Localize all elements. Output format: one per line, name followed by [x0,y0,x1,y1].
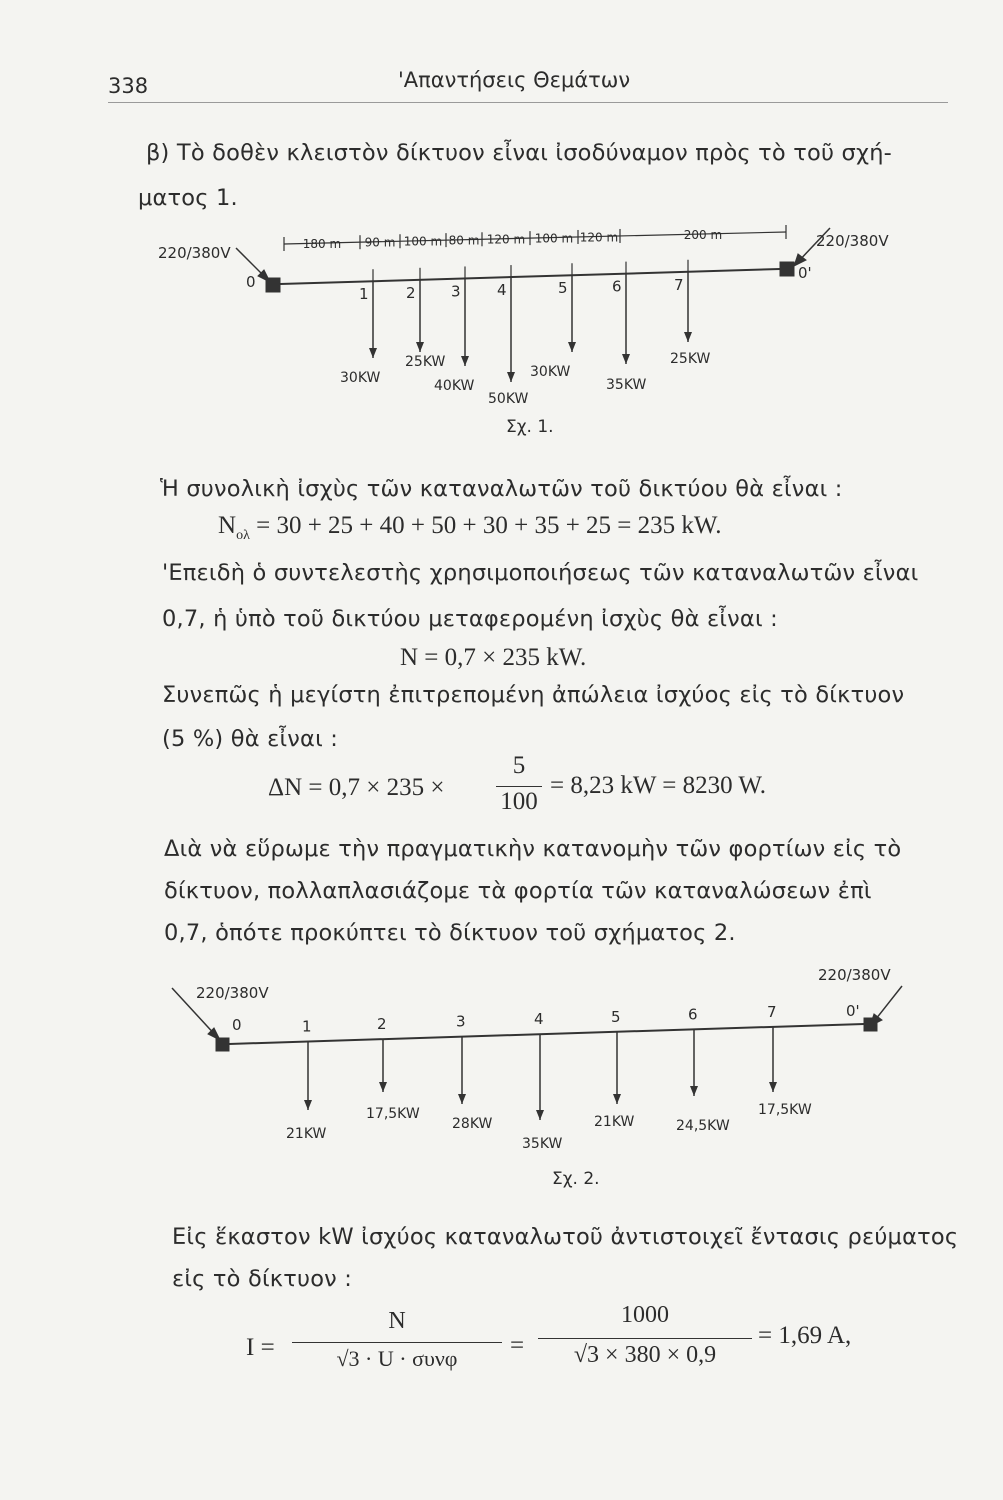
fig1-distance-label: 80 m [448,233,480,248]
loss-eq-numerator: 5 [512,752,526,779]
fig1-load-label: 35KW [606,377,647,393]
current-numerator-1: N [388,1308,406,1334]
current-numerator-2: 1000 [621,1302,669,1328]
fig1-load-label: 40KW [434,378,475,394]
fig2-caption: Σχ. 2. [552,1169,600,1189]
fig1-node-label: 1 [359,285,369,304]
fig2-load-arrowhead [769,1082,777,1092]
running-title: 'Απαντήσεις Θεμάτων [398,68,631,92]
fig2-node-label: 3 [456,1012,466,1031]
fig1-load-label: 25KW [405,354,446,370]
distr-line-3: 0,7, ὁπότε προκύπτει τὸ δίκτυον τοῦ σχήματος 2. [164,920,736,946]
distr-line-1: Διὰ νὰ εὕρωμε τὴν πραγματικὴν κατανομὴν τῶν φορτίων εἰς τὸ [164,836,902,862]
fig2-load-label: 28KW [452,1116,493,1132]
fig2-node-label: 2 [377,1015,387,1034]
fig2-load-arrowhead [613,1094,621,1104]
total-power-rhs: = 30 + 25 + 40 + 50 + 30 + 35 + 25 = 235 kW. [249,512,722,539]
fig1-node-label: 5 [558,279,568,298]
current-denominator-1: √3 · U · συνφ [336,1346,458,1371]
fig1-node-label: 3 [451,282,461,301]
fig1-distance-label: 100 m [534,231,574,246]
intro-line-2: ματος 1. [138,185,238,211]
fig2-load-label: 21KW [594,1114,635,1130]
loss-eq-left: ΔN = 0,7 × 235 × [268,774,445,801]
total-power-subscript: ολ [236,528,250,543]
current-fraction-bar-1 [292,1342,502,1343]
fig2-node-label: 6 [688,1005,698,1024]
fig2-load-arrowhead [379,1082,387,1092]
fig1-node-label: 7 [674,275,684,294]
fig1-load-label: 30KW [530,364,571,380]
fig1-distance-label: 180 m [302,237,342,252]
fig2-end-label-left: 0 [232,1016,242,1034]
loss-eq-denominator: 100 [500,788,538,815]
fig1-supply-label-left: 220/380V [158,244,231,262]
fig2-load-label: 35KW [522,1136,563,1152]
loss-line-1: Συνεπῶς ἡ μεγίστη ἐπιτρεπομένη ἀπώλεια ἰσχύος εἰς τὸ δίκτυον [162,682,905,708]
fig1-end-label-right: 0' [798,264,812,282]
fig2-supply-label-left: 220/380V [196,984,269,1002]
fig2-load-arrowhead [304,1100,312,1110]
fig2-end-block-left [216,1038,229,1051]
total-power-line: Ἡ συνολικὴ ἰσχὺς τῶν καταναλωτῶν τοῦ δικτύου θὰ εἶναι : [160,476,843,502]
fig2-end-label-right: 0' [846,1002,860,1020]
fig1-end-label-left: 0 [246,273,256,291]
fig1-load-label: 30KW [340,370,381,386]
fig1-distance-label: 90 m [364,235,396,250]
fig2-end-block-right [864,1018,877,1031]
fig1-load-label: 50KW [488,391,529,407]
current-line-2: εἰς τὸ δίκτυον : [172,1266,353,1292]
fig1-supply-label-right: 220/380V [816,232,889,250]
fig1-distance-label: 120 m [579,230,619,245]
current-eq-lhs: I = [246,1334,275,1361]
fig1-load-label: 25KW [670,351,711,367]
fig1-node-label: 2 [406,283,416,302]
current-fraction-bar-2 [538,1338,752,1339]
page-number: 338 [108,74,149,98]
total-power-symbol: N [218,512,237,539]
current-line-1: Εἰς ἕκαστον kW ἰσχύος καταναλωτοῦ ἀντιστοιχεῖ ἔντασις ρεύματος [172,1224,959,1250]
fig2-load-label: 17,5KW [758,1102,812,1118]
current-eq-rhs: = 1,69 A, [758,1322,852,1349]
fig2-node-label: 7 [767,1002,777,1021]
transmitted-power-equation: N = 0,7 × 235 kW. [400,644,587,671]
fig2-load-arrowhead [458,1094,466,1104]
fig1-node-label: 6 [612,277,622,296]
fig2-node-label: 4 [534,1010,544,1029]
fig2-node-label: 1 [302,1017,312,1036]
fig1-caption: Σχ. 1. [506,417,554,437]
fig2-supply-label-right: 220/380V [818,966,891,984]
fig2-load-arrowhead [536,1110,544,1120]
factor-line-1: 'Επειδὴ ὁ συντελεστὴς χρησιμοποιήσεως τῶν καταναλωτῶν εἶναι [162,560,919,586]
fig2-load-label: 17,5KW [366,1106,420,1122]
fig1-distance-label: 100 m [403,234,443,249]
fig1-distance-label: 200 m [683,227,723,242]
fig2-main-line [229,1024,864,1044]
fig2-node-label: 5 [611,1007,621,1026]
fig2-load-arrowhead [690,1086,698,1096]
current-eq-mid: = [510,1332,525,1359]
intro-line-1: β) Τὸ δοθὲν κλειστὸν δίκτυον εἶναι ἰσοδύναμον πρὸς τὸ τοῦ σχή- [146,140,892,166]
loss-line-2: (5 %) θὰ εἶναι : [162,726,339,752]
fig2-load-label: 21KW [286,1126,327,1142]
current-denominator-2: √3 × 380 × 0,9 [573,1342,717,1368]
fig1-node-label: 4 [497,281,507,300]
distr-line-2: δίκτυον, πολλαπλασιάζομε τὰ φορτία τῶν καταναλώσεων ἐπὶ [164,878,872,904]
factor-line-2: 0,7, ἡ ὑπὸ τοῦ δικτύου μεταφερομένη ἰσχὺς θὰ εἶναι : [162,606,778,632]
fig1-distance-label: 120 m [486,232,526,247]
loss-eq-right: = 8,23 kW = 8230 W. [550,772,766,799]
fig2-load-label: 24,5KW [676,1118,730,1134]
